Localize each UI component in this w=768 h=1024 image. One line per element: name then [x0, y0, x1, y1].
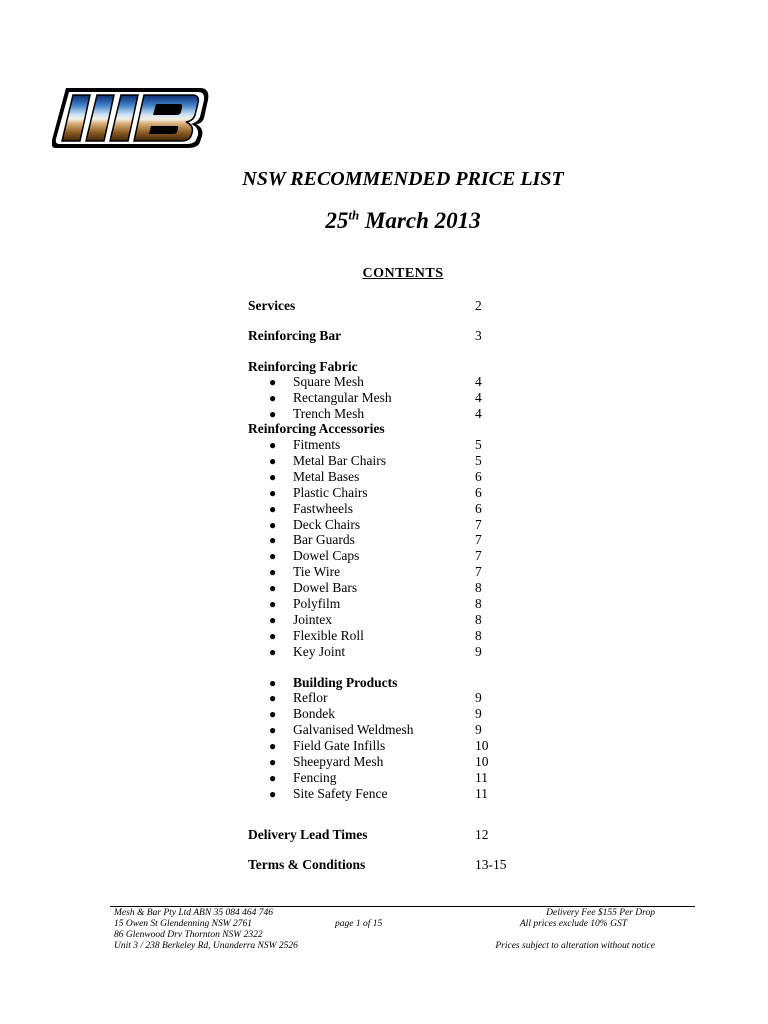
- contents-entry-label: Jointex: [293, 612, 332, 627]
- contents-entry-page: 5: [475, 437, 482, 452]
- bullet-icon: ●: [269, 533, 277, 547]
- contents-entry-label: Reflor: [293, 690, 328, 705]
- date-month-year: March 2013: [359, 208, 481, 233]
- bullet-icon: ●: [269, 581, 277, 595]
- contents-entry-label: Reinforcing Accessories: [248, 421, 385, 436]
- bullet-icon: ●: [269, 565, 277, 579]
- contents-entry-label: Fitments: [293, 437, 341, 452]
- bullet-icon: ●: [269, 375, 277, 389]
- footer-gst-note: All prices exclude 10% GST: [519, 919, 627, 929]
- contents-entry-page: 6: [475, 501, 482, 516]
- contents-entry-label: Plastic Chairs: [293, 485, 368, 500]
- contents-entry-page: 11: [475, 770, 488, 785]
- contents-entry-label: Tie Wire: [293, 564, 341, 579]
- bullet-icon: ●: [269, 645, 277, 659]
- contents-entry-page: 9: [475, 722, 482, 737]
- contents-entry-page: 7: [475, 532, 482, 547]
- contents-entry-label: Services: [248, 298, 296, 313]
- contents-entry-page: 8: [475, 612, 482, 627]
- footer-address-1: 15 Owen St Glendenning NSW 2761: [114, 919, 253, 929]
- contents-entry-label: Fastwheels: [293, 501, 353, 516]
- contents-entry-label: Reinforcing Bar: [248, 328, 342, 343]
- contents-entry-label: Flexible Roll: [293, 628, 364, 643]
- footer-address-3: Unit 3 / 238 Berkeley Rd, Unanderra NSW 2526: [114, 941, 298, 951]
- bullet-icon: ●: [269, 502, 277, 516]
- contents-entry-label: Metal Bar Chairs: [293, 453, 386, 468]
- contents-entry-page: 10: [475, 738, 489, 753]
- contents-entry-label: Square Mesh: [293, 374, 364, 389]
- contents-entry-label: Rectangular Mesh: [293, 390, 392, 405]
- contents-entry-page: 7: [475, 564, 482, 579]
- contents-entry-label: Polyfilm: [293, 596, 341, 611]
- contents-entry-label: Building Products: [293, 675, 398, 690]
- bullet-icon: ●: [269, 597, 277, 611]
- contents-entry-label: Dowel Caps: [293, 548, 360, 563]
- bullet-icon: ●: [269, 438, 277, 452]
- contents-entry-label: Sheepyard Mesh: [293, 754, 384, 769]
- contents-entry-label: Fencing: [293, 770, 337, 785]
- bullet-icon: ●: [269, 470, 277, 484]
- contents-entry-label: Dowel Bars: [293, 580, 358, 595]
- contents-entry-page: 10: [475, 754, 489, 769]
- contents-entry-label: Site Safety Fence: [293, 786, 388, 801]
- contents-entry-label: Bar Guards: [293, 532, 355, 547]
- contents-entry-page: 4: [475, 374, 482, 389]
- bullet-icon: ●: [269, 691, 277, 705]
- contents-heading: CONTENTS: [362, 266, 444, 281]
- contents-entry-page: 3: [475, 328, 482, 343]
- contents-entry-label: Terms & Conditions: [248, 857, 366, 872]
- bullet-icon: ●: [269, 771, 277, 785]
- contents-entry-label: Trench Mesh: [293, 406, 365, 421]
- date-day: 25: [325, 208, 349, 233]
- bullet-icon: ●: [269, 755, 277, 769]
- bullet-icon: ●: [269, 454, 277, 468]
- bullet-icon: ●: [269, 629, 277, 643]
- contents-entry-page: 8: [475, 596, 482, 611]
- footer-divider: [110, 906, 695, 907]
- footer-delivery-fee: Delivery Fee $155 Per Drop: [546, 908, 655, 918]
- footer-company: Mesh & Bar Pty Ltd ABN 35 084 464 746: [114, 908, 273, 918]
- contents-entry-page: 4: [475, 406, 482, 421]
- bullet-icon: ●: [269, 486, 277, 500]
- contents-entry-page: 6: [475, 485, 482, 500]
- contents-entry-page: 6: [475, 469, 482, 484]
- bullet-icon: ●: [269, 707, 277, 721]
- contents-entry-page: 4: [475, 390, 482, 405]
- contents-entry-page: 9: [475, 644, 482, 659]
- bullet-icon: ●: [269, 518, 277, 532]
- bullet-icon: ●: [269, 739, 277, 753]
- contents-entry-label: Bondek: [293, 706, 335, 721]
- contents-entry-label: Metal Bases: [293, 469, 360, 484]
- contents-entry-page: 8: [475, 580, 482, 595]
- contents-entry-label: Galvanised Weldmesh: [293, 722, 414, 737]
- bullet-icon: ●: [269, 391, 277, 405]
- footer-alteration-note: Prices subject to alteration without notice: [495, 941, 655, 951]
- contents-entry-page: 9: [475, 706, 482, 721]
- contents-entry-label: Field Gate Infills: [293, 738, 386, 753]
- contents-entry-page: 2: [475, 298, 482, 313]
- mesh-and-bar-logo: [52, 84, 210, 150]
- bullet-icon: ●: [269, 549, 277, 563]
- bullet-icon: ●: [269, 723, 277, 737]
- contents-entry-label: Deck Chairs: [293, 517, 361, 532]
- bullet-icon: ●: [269, 676, 277, 690]
- date-suffix: th: [348, 207, 360, 223]
- contents-entry-page: 7: [475, 517, 482, 532]
- contents-entry-page: 7: [475, 548, 482, 563]
- contents-entry-label: Delivery Lead Times: [248, 827, 368, 842]
- footer-address-2: 86 Glenwood Drv Thornton NSW 2322: [114, 930, 263, 940]
- contents-entry-page: 12: [475, 827, 489, 842]
- bullet-icon: ●: [269, 407, 277, 421]
- footer-page-number: page 1 of 15: [335, 919, 383, 929]
- contents-entry-page: 11: [475, 786, 488, 801]
- bullet-icon: ●: [269, 613, 277, 627]
- contents-entry-page: 8: [475, 628, 482, 643]
- document-date: [0, 208, 768, 234]
- document-title: NSW RECOMMENDED PRICE LIST: [242, 168, 564, 190]
- contents-entry-page: 5: [475, 453, 482, 468]
- contents-entry-page: 9: [475, 690, 482, 705]
- contents-entry-label: Key Joint: [293, 644, 346, 659]
- contents-entry-page: 13-15: [475, 857, 507, 872]
- bullet-icon: ●: [269, 787, 277, 801]
- contents-entry-label: Reinforcing Fabric: [248, 359, 358, 374]
